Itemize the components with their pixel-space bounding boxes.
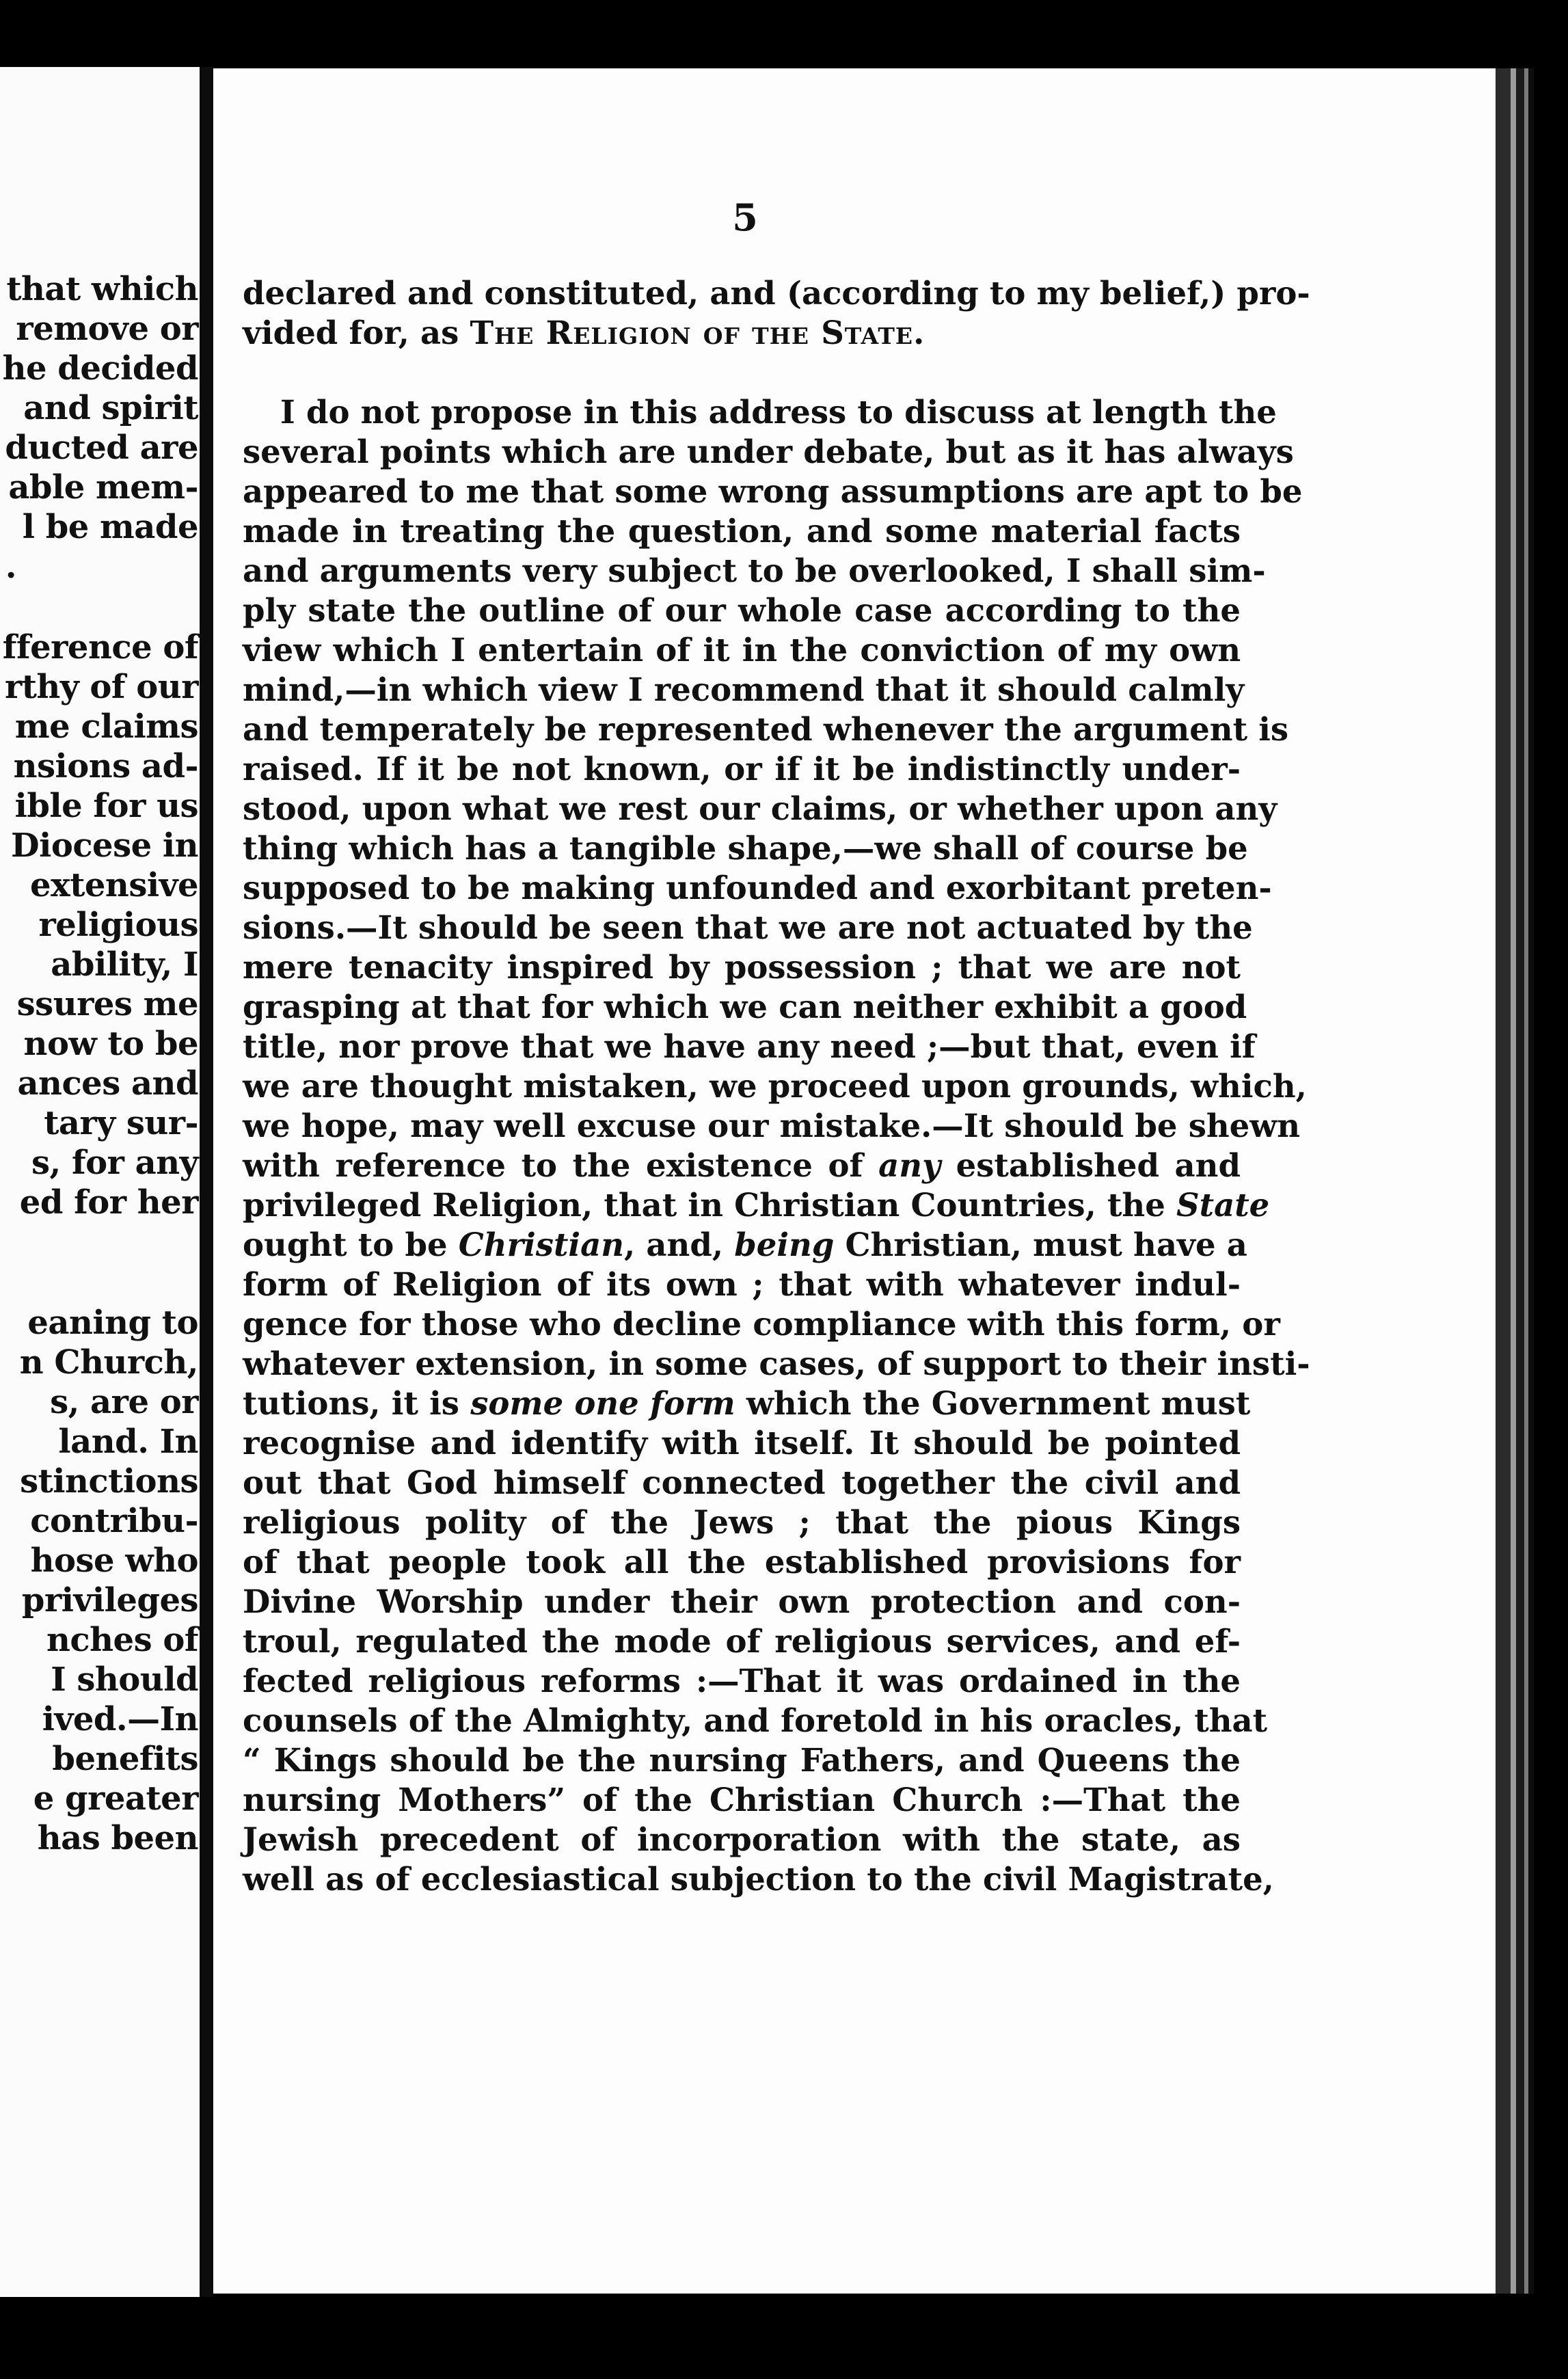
text-line: nursing Mothers” of the Christian Church :—That the bbox=[243, 1781, 1241, 1818]
text-line bbox=[243, 1225, 1247, 1265]
left-page-line: contribu- bbox=[30, 1502, 198, 1540]
page-edge bbox=[1511, 68, 1516, 2294]
text-line: declared and constituted, and (according to my belief,) pro- bbox=[243, 274, 1310, 312]
left-page-line: land. In bbox=[58, 1423, 198, 1461]
text-line: we hope, may well excuse our mistake.—It should be shewn bbox=[243, 1107, 1301, 1144]
left-page-line: me claims bbox=[14, 708, 198, 746]
text-run: vided for, as bbox=[243, 314, 470, 351]
text-run: with reference to the existence of bbox=[243, 1146, 879, 1184]
left-page-line: hose who bbox=[30, 1542, 198, 1580]
text-line: mere tenacity inspired by possession ; that we are not bbox=[243, 948, 1241, 986]
left-page-line: e greater bbox=[33, 1779, 198, 1818]
text-line: gence for those who decline compliance with this form, or bbox=[243, 1305, 1280, 1343]
text-line: thing which has a tangible shape,—we shall of course be bbox=[243, 829, 1248, 867]
left-page-line: ducted are bbox=[5, 429, 198, 467]
book-gutter bbox=[200, 67, 213, 2297]
text-line: sions.—It should be seen that we are not actuated by the bbox=[243, 909, 1253, 946]
text-line: recognise and identify with itself. It should be pointed bbox=[243, 1424, 1241, 1462]
previous-page-fragment bbox=[0, 67, 200, 2297]
text-line: ply state the outline of our whole case according to the bbox=[243, 591, 1241, 629]
text-line: grasping at that for which we can neither exhibit a good bbox=[243, 988, 1247, 1025]
text-line bbox=[243, 1384, 1251, 1423]
page-edge bbox=[1516, 68, 1524, 2294]
left-page-line: privileges bbox=[21, 1581, 198, 1619]
left-page-line: I should bbox=[51, 1661, 198, 1699]
left-page-line: rthy of our bbox=[4, 668, 198, 706]
text-run: which the Government must bbox=[735, 1384, 1251, 1422]
text-line: view which I entertain of it in the conviction of my own bbox=[243, 631, 1241, 669]
paragraph-first-line: I do not propose in this address to discuss at length the bbox=[280, 393, 1277, 431]
left-page-line: ability, I bbox=[51, 945, 198, 984]
text-line: we are thought mistaken, we proceed upon grounds, which, bbox=[243, 1067, 1307, 1105]
left-page-line: ances and bbox=[17, 1064, 198, 1103]
text-line: raised. If it be not known, or if it be indistinctly under- bbox=[243, 750, 1241, 788]
left-page-line: Diocese in bbox=[10, 826, 198, 865]
left-page-line: religious bbox=[38, 906, 198, 944]
left-page-line: able mem- bbox=[8, 468, 198, 507]
left-page-line: ived.—In bbox=[42, 1700, 198, 1738]
text-line: counsels of the Almighty, and foretold in his oracles, that bbox=[243, 1702, 1268, 1739]
italic-word: State bbox=[1176, 1186, 1270, 1224]
text-run: . bbox=[913, 314, 925, 351]
left-page-line: eaning to bbox=[27, 1304, 198, 1342]
left-page-line: remove or bbox=[16, 310, 198, 348]
left-page-line: ed for her bbox=[19, 1183, 198, 1222]
left-page-line: tary sur- bbox=[44, 1104, 198, 1142]
text-line: mind,—in which view I recommend that it should calmly bbox=[243, 671, 1245, 708]
left-page-line: ssures me bbox=[16, 985, 198, 1023]
italic-phrase: some one form bbox=[470, 1384, 735, 1422]
left-page-line: that which bbox=[6, 270, 198, 308]
text-run: ought to be bbox=[243, 1226, 459, 1263]
page-edge bbox=[1528, 68, 1534, 2294]
text-line bbox=[243, 1185, 1270, 1225]
left-page-line: nches of bbox=[46, 1621, 198, 1659]
small-caps-phrase: The Religion of the State bbox=[470, 314, 914, 351]
left-page-line: n Church, bbox=[19, 1343, 198, 1382]
page-number: 5 bbox=[732, 196, 758, 239]
text-line: form of Religion of its own ; that with whatever indul- bbox=[243, 1265, 1241, 1303]
text-line: well as of ecclesiastical subjection to the civil Magistrate, bbox=[243, 1860, 1274, 1898]
text-line: of that people took all the established provisions for bbox=[243, 1543, 1241, 1581]
text-line: appeared to me that some wrong assumptions are apt to be bbox=[243, 472, 1303, 510]
text-line: made in treating the question, and some material facts bbox=[243, 512, 1241, 550]
text-line: out that God himself connected together the civil and bbox=[243, 1464, 1241, 1501]
text-line: stood, upon what we rest our claims, or whether upon any bbox=[243, 790, 1278, 827]
left-page-line: now to be bbox=[23, 1025, 198, 1063]
italic-word: any bbox=[878, 1146, 941, 1184]
text-line: and arguments very subject to be overlooked, I shall sim- bbox=[243, 552, 1266, 589]
left-page-line: he decided bbox=[2, 349, 198, 388]
text-line: several points which are under debate, but as it has always bbox=[243, 433, 1294, 470]
left-page-line: stinctions bbox=[20, 1462, 198, 1501]
text-line bbox=[243, 1146, 1241, 1185]
left-page-line: l be made bbox=[22, 508, 198, 546]
text-run: , and, bbox=[624, 1226, 735, 1263]
text-line: troul, regulated the mode of religious services, and ef- bbox=[243, 1622, 1241, 1660]
left-page-line: fference of bbox=[2, 628, 198, 667]
text-line: title, nor prove that we have any need ;—but that, even if bbox=[243, 1027, 1256, 1065]
text-line: supposed to be making unfounded and exorbitant preten- bbox=[243, 869, 1272, 906]
left-page-line: extensive bbox=[30, 866, 198, 904]
italic-word: being bbox=[734, 1226, 835, 1263]
text-run: tutions, it is bbox=[243, 1384, 471, 1422]
left-page-line: s, for any bbox=[31, 1144, 198, 1182]
text-run: established and bbox=[941, 1146, 1241, 1184]
left-page-line: has been bbox=[37, 1819, 198, 1857]
text-line: whatever extension, in some cases, of support to their insti- bbox=[243, 1345, 1310, 1382]
page-edge bbox=[1496, 68, 1511, 2294]
italic-word: Christian bbox=[458, 1226, 625, 1263]
left-page-line: s, are or bbox=[50, 1383, 198, 1421]
text-run: Christian, must have a bbox=[834, 1226, 1247, 1263]
left-page-line: . bbox=[5, 548, 16, 586]
text-line: Divine Worship under their own protection and con- bbox=[243, 1583, 1241, 1620]
left-page-line: nsions ad- bbox=[13, 747, 198, 785]
text-line: fected religious reforms :—That it was ordained in the bbox=[243, 1662, 1241, 1699]
text-line bbox=[243, 313, 1241, 353]
left-page-line: ible for us bbox=[14, 787, 198, 825]
text-line: religious polity of the Jews ; that the pious Kings bbox=[243, 1503, 1241, 1541]
left-page-line: and spirit bbox=[23, 389, 198, 427]
text-line: and temperately be represented whenever the argument is bbox=[243, 710, 1289, 748]
text-run: privileged Religion, that in Christian Countries, the bbox=[243, 1186, 1177, 1224]
text-line: Jewish precedent of incorporation with the state, as bbox=[243, 1820, 1241, 1858]
left-page-line: benefits bbox=[52, 1740, 198, 1778]
text-line: “ Kings should be the nursing Fathers, and Queens the bbox=[243, 1741, 1241, 1779]
